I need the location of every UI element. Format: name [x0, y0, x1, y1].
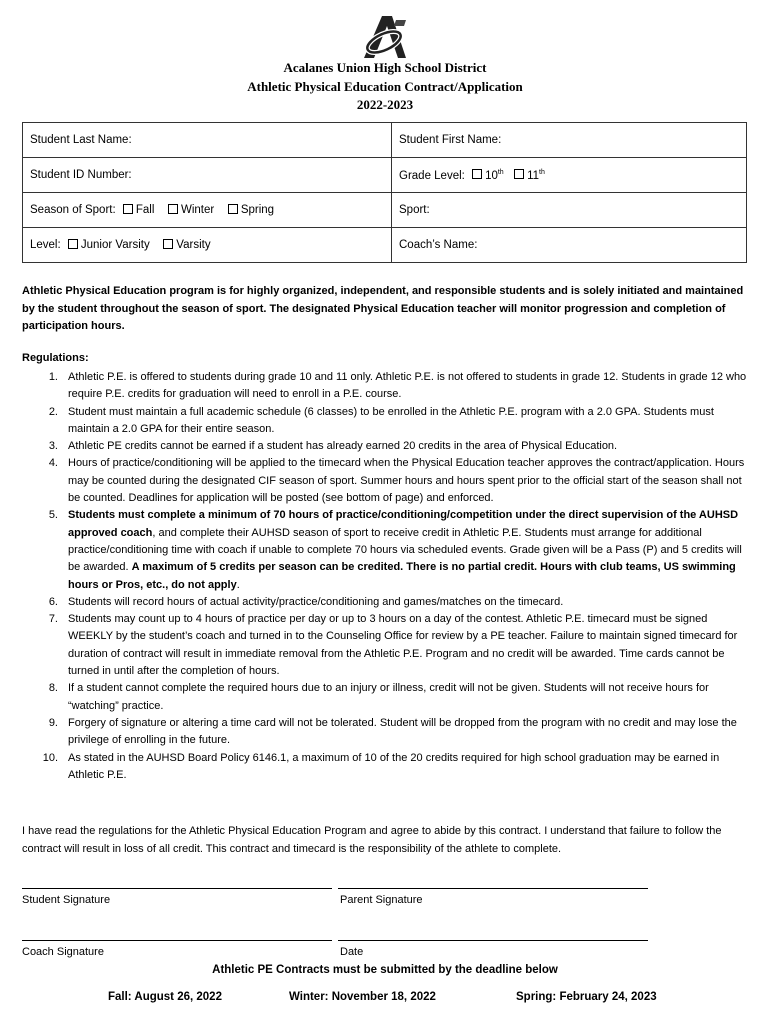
deadline-heading: Athletic PE Contracts must be submitted by the deadline below — [212, 964, 558, 976]
season-fall-checkbox[interactable] — [123, 204, 133, 214]
form-title: Athletic Physical Education Contract/Application — [247, 79, 523, 94]
regulations-list — [22, 369, 750, 784]
regulation-item: 4. Hours of practice/conditioning will be applied to the timecard when the Physical Education teacher approves the contract/application. Hours may be counted during the designated CIF season of sport. Summer hours and hours spent prior to the official start of the season shall not be counted. Deadlines for application will be posted (see bottom of page) and enforced. — [48, 457, 745, 505]
grade-level-field: Grade Level: 10th 11th — [392, 158, 747, 193]
regulation-item: 6. Students will record hours of actual activity/practice/conditioning and games/matches on the timecard. — [48, 595, 564, 608]
first-name-field[interactable]: Student First Name: — [392, 123, 747, 158]
sport-field[interactable]: Sport: — [392, 193, 747, 228]
regulation-item: 8. If a student cannot complete the required hours due to an injury or illness, credit will not be given. Students will not receive hours for “watching” practice. — [48, 682, 709, 712]
winter-deadline: Winter: November 18, 2022 — [289, 991, 436, 1003]
regulation-item: 5. Students must complete a minimum of 70 hours of practice/conditioning/competition under the direct supervision of the AUHSD approved coach, and complete their AUHSD season of sport to receive credit in Athletic P.E. Students must arrange for additional practice/conditioning time with coach if unable to complete 70 hours via scheduled events. Grade given will be a Pass (P) and 5 credits will be awarded. A maximum of 5 credits per season can be credited. There is no partial credit. Hours with club teams, US swimming hours or Pros, etc., do not apply. — [48, 509, 742, 591]
student-id-field[interactable]: Student ID Number: — [23, 158, 392, 193]
fall-deadline: Fall: August 26, 2022 — [108, 991, 222, 1003]
district-name: Acalanes Union High School District — [283, 60, 487, 75]
school-year: 2022-2023 — [356, 97, 414, 112]
student-signature-line[interactable] — [22, 888, 332, 889]
season-spring-checkbox[interactable] — [228, 204, 238, 214]
student-signature-label: Student Signature — [22, 894, 111, 906]
last-name-field[interactable]: Student Last Name: — [23, 123, 392, 158]
season-field: Season of Sport: Fall Winter Spring — [23, 193, 392, 228]
regulations-heading: Regulations: — [22, 352, 89, 364]
program-intro: Athletic Physical Education program is for highly organized, independent, and responsible students and is solely initiated and maintained by the student throughout the season of sport. The designated Physical Education teacher will monitor progression and completion of participation hours. — [22, 285, 744, 332]
coach-signature-line[interactable] — [22, 940, 332, 941]
regulation-item: 9. Forgery of signature or altering a time card will not be tolerated. Student will be dropped from the program with no credit and may lose the privilege of enrolling in the future. — [48, 716, 737, 747]
season-winter-checkbox[interactable] — [168, 204, 178, 214]
grade-10-checkbox[interactable] — [472, 169, 482, 179]
agreement-text: I have read the regulations for the Athletic Physical Education Program and agree to abide by this contract. I understand that failure to follow the contract will result in loss of all credit. This contract and timecard is the responsibility of the athlete to complete. — [22, 825, 722, 855]
regulation-item: 2. Student must maintain a full academic schedule (6 classes) to be enrolled in the Athletic P.E. program with a 2.0 GPA. Students must maintain a 2.0 GPA for their entire season. — [48, 405, 714, 435]
date-label: Date — [340, 946, 364, 958]
spring-deadline: Spring: February 24, 2023 — [516, 991, 657, 1003]
level-varsity-checkbox[interactable] — [163, 239, 173, 249]
date-line[interactable] — [338, 940, 648, 941]
coach-name-field[interactable]: Coach’s Name: — [392, 228, 747, 263]
district-logo — [360, 12, 410, 62]
level-field: Level: Junior Varsity Varsity — [23, 228, 392, 263]
level-jv-checkbox[interactable] — [68, 239, 78, 249]
regulation-item: 7. Students may count up to 4 hours of practice per day or up to 3 hours on a day of the contest. Athletic P.E. timecard must be signed WEEKLY by the student’s coach and turned in to the Counseling Office for review by a PE teacher. Failure to maintain signed timecard for duration of contract will result in immediate removal from the Athletic P.E. Program and no credit will be awarded. Time cards cannot be turned in until after the completion of hours. — [48, 613, 738, 678]
regulation-item: 3. Athletic PE credits cannot be earned if a student has already earned 20 credits in the area of Physical Education. — [48, 440, 618, 453]
parent-signature-line[interactable] — [338, 888, 648, 889]
coach-signature-label: Coach Signature — [22, 946, 104, 958]
regulation-item: 1. Athletic P.E. is offered to students during grade 10 and 11 only. Athletic P.E. is not offered to students in grade 12. Students in grade 12 who require P.E. credits for graduation will need to enroll in a P.E. course. — [48, 371, 747, 401]
regulation-item: 10. As stated in the AUHSD Board Policy 6146.1, a maximum of 10 of the 20 credits required for high school graduation may be earned in Athletic P.E. — [42, 751, 720, 781]
grade-11-checkbox[interactable] — [514, 169, 524, 179]
student-info-table — [22, 122, 747, 263]
parent-signature-label: Parent Signature — [340, 894, 423, 906]
